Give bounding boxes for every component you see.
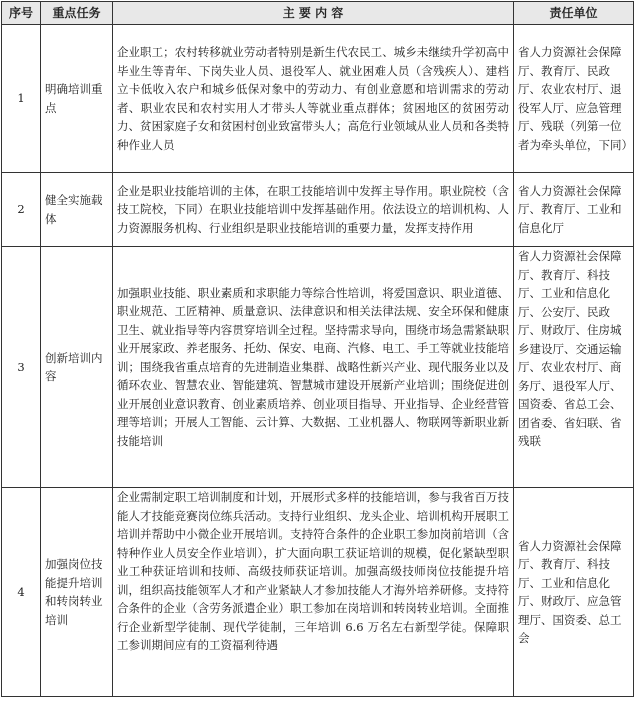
header-row <box>2 2 634 25</box>
table-row <box>2 488 634 697</box>
row-task: 明确培训重点 <box>41 25 113 173</box>
row-seq: 4 <box>2 488 41 697</box>
row-content: 企业职工；农村转移就业劳动者特别是新生代农民工、城乡未继续升学初高中毕业生等青年、下岗失业人员、退役军人、就业困难人员（含残疾人）、建档立卡低收入农户和城乡低保对象中的劳动力、有创业意愿和培训需求的劳动者、职业农民和农村实用人才带头人等就业重点群体；贫困地区的贫困劳动力、贫困家庭子女和贫困村创业致富带头人；高危行业领域从业人员和各类特种作业人员 <box>113 25 514 173</box>
row-task: 创新培训内容 <box>41 247 113 488</box>
header-seq: 序号 <box>2 2 41 25</box>
table-row <box>2 247 634 488</box>
row-task: 健全实施载体 <box>41 173 113 247</box>
row-owner: 省人力资源社会保障厅、教育厅、科技厅、工业和信息化厅、财政厅、应急管理厅、国资委、总工会 <box>514 488 634 697</box>
row-content: 企业是职业技能培训的主体，在职工技能培训中发挥主导作用。职业院校（含技工院校，下同）在职业技能培训中发挥基础作用。依法设立的培训机构、人力资源服务机构、行业组织是职业技能培训的重要力量，发挥支持作用 <box>113 173 514 247</box>
row-seq: 1 <box>2 25 41 173</box>
header-owner: 责任单位 <box>514 2 634 25</box>
task-table <box>1 1 634 697</box>
row-seq: 3 <box>2 247 41 488</box>
table-row <box>2 173 634 247</box>
header-task: 重点任务 <box>41 2 113 25</box>
row-owner: 省人力资源社会保障厅、教育厅、民政厅、农业农村厅、退役军人厅、应急管理厅、残联（列第一位者为牵头单位，下同） <box>514 25 634 173</box>
row-seq: 2 <box>2 173 41 247</box>
row-task: 加强岗位技能提升培训和转岗转业培训 <box>41 488 113 697</box>
row-content: 企业需制定职工培训制度和计划，开展形式多样的技能培训，参与我省百万技能人才技能竞赛岗位练兵活动。支持行业组织、龙头企业、培训机构开展职工培训并帮助中小微企业开展培训。支持符合条件的企业职工参加岗前培训（含特种作业人员安全作业培训），扩大面向职工获证培训的规模，促化紧缺型职业工种获证培训和技师、高级技师获证培训。加强高级技师岗位技能提升培训，组织高技能领军人才和产业紧缺人才参加技能人才海外培养研修。支持符合条件的企业（含劳务派遣企业）职工参加在岗培训和转岗转业培训。全面推行企业新型学徒制、现代学徒制，三年培训 6.6 万名左右新型学徒。保障职工参训期间应有的工资福利待遇 <box>113 488 514 697</box>
row-owner: 省人力资源社会保障厅、教育厅、工业和信息化厅 <box>514 173 634 247</box>
row-owner: 省人力资源社会保障厅、教育厅、科技厅、工业和信息化厅、公安厅、民政厅、财政厅、住房城乡建设厅、交通运输厅、农业农村厅、商务厅、退役军人厅、国资委、省总工会、团省委、省妇联、省残联 <box>514 247 634 488</box>
row-content: 加强职业技能、职业素质和求职能力等综合性培训，将爱国意识、职业道德、职业规范、工匠精神、质量意识、法律意识和相关法律法规、安全环保和健康卫生、就业指导等内容贯穿培训全过程。坚持需求导向，围绕市场急需紧缺职业开展家政、养老服务、托幼、保安、电商、汽修、电工、手工等就业技能培训；围绕我省重点培育的先进制造业集群、战略性新兴产业、现代服务业以及循环农业、智慧农业、智能建筑、智慧城市建设开展新产业培训；围绕促进创业开展创业意识教育、创业素质培养、创业项目指导、开业指导、企业经营管理等培训；开展人工智能、云计算、大数据、工业机器人、物联网等新职业新技能培训 <box>113 247 514 488</box>
header-content: 主 要 内 容 <box>113 2 514 25</box>
table-row <box>2 25 634 173</box>
